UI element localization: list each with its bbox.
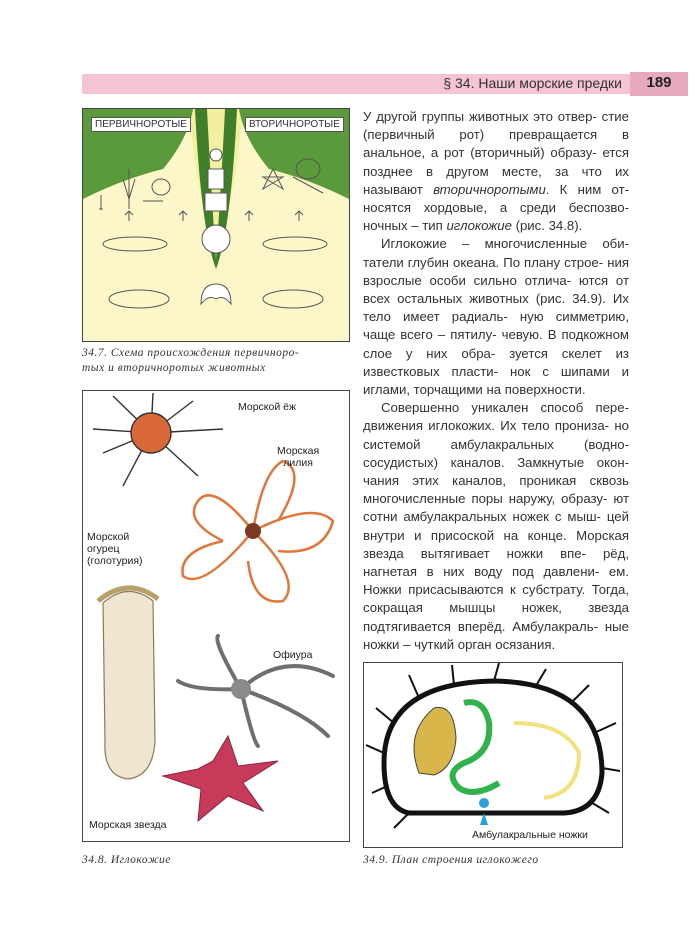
term-echinoderms: иглокожие [446,218,512,234]
p3-line: сосудистых) каналов. Замкнутые окон- [363,454,629,470]
p2-line: зуется скелет из известковых пласти- [363,345,629,379]
caption-34-9: 34.9. План строения иглокожего [363,854,539,866]
page-number: 189 [646,74,672,91]
figure-34-9 [363,662,623,848]
p3-line: Тогда, сокращая мышцы ножек, звезда [363,582,629,616]
p1-line: носятся хордовые, а среди беспозво- [363,200,629,216]
p1-line: ется позднее в другом месте, за что их [363,145,629,179]
p3-line: ем. Ножки присасываются к субстрату. [363,564,629,598]
p3-line: ют сотни амбулакральных ножек с мыш- [363,491,629,525]
caption-34-8: 34.8. Иглокожие [82,854,171,866]
p3-line: Морская звезда вытягивает ножки впе- [363,527,629,561]
term-deuterostomes: вторичноротыми [433,181,546,197]
p2-line: нок с шипами и иглами, торчащими на [363,363,629,398]
label-sea-cucumber-line1: Морской [87,531,130,543]
p1-line: стие (первичный рот) превращается в [363,109,629,143]
p2-line: ния взрослые особи сильно отлича- [363,254,629,288]
caption-34-7 [82,346,352,376]
p1-text: (рис. 34.8). [511,218,583,234]
p1-text: . К ним от- [545,181,630,197]
paragraph-2 [363,235,629,399]
body-text [363,108,629,654]
p1-text: ночных – тип [363,218,447,234]
p3-line: чания этих каналов, проникая сквозь [363,473,629,489]
p1-line: анальное, а рот (вторичный) образу- [363,145,597,161]
p2-line: татели глубин океана. По плану строе- [363,254,604,270]
label-sea-cucumber-line2: огурец [87,543,120,555]
label-ophiura: Офиура [273,649,313,661]
label-ambulacral-feet: Амбулакральные ножки [472,829,588,841]
section-title: § 34. Наши морские предки [443,75,622,91]
label-sea-urchin: Морской ёж [238,401,296,413]
sea-cucumber-drawing [98,588,158,779]
p2-line: поверхности. [504,382,586,398]
starfish-drawing [163,736,278,821]
label-sea-cucumber [87,531,143,567]
p2-line: (рис. 34.9). Их тело имеет радиаль- [363,291,629,325]
paragraph-3 [363,399,629,654]
p2-line: ются от всех остальных животных [363,272,630,307]
p3-line: Совершенно уникален способ пере- [381,400,629,416]
p3-line: движения иглокожих. Их тело пронизa- [363,418,610,434]
label-deuterostomes: ВТОРИЧНОРОТЫЕ [245,117,344,132]
label-sea-cucumber-line3: (голотурия) [87,555,143,567]
p3-line: рёд, нагнетая в них воду под давлени- [363,545,629,580]
caption-34-7-line2: тых и вторичноротых животных [82,362,266,374]
p1-line: У другой группы животных это отвер- [363,109,597,124]
p3-line: цей внутри и присоской на конце. [363,509,630,543]
p3-line: многочисленные поры наружу, образу- [363,491,608,507]
label-protostomes: ПЕРВИЧНОРОТЫЕ [91,117,191,132]
p3-line: но системой амбулакральных (водно- [363,418,629,452]
sea-lily-drawing [183,461,334,602]
figure-34-8 [82,390,350,842]
p2-line: Иглокожие – многочисленные оби- [381,236,629,252]
p2-line: ную симметрию, чаще всего – пятилу- [363,309,629,343]
label-starfish: Морская звезда [89,819,167,831]
label-sea-lily [277,445,319,469]
echinoderm-body-plan-diagram [364,663,622,847]
paragraph-1 [363,108,629,235]
p3-line: подтягивается вперёд. Амбулакраль- [363,618,598,634]
label-sea-lily-line1: Морская [277,445,320,457]
origin-scheme-diagram [83,109,349,341]
figure-34-7 [82,108,350,342]
sea-urchin-drawing [93,393,223,486]
caption-34-7-line1: 34.7. Схема происхождения первичноро- [82,347,300,359]
p1-text: называют [363,181,434,197]
label-sea-lily-line2: лилия [283,457,313,469]
p2-line: чевую. В подкожном слое у них обра- [363,327,629,361]
p3-line: ные ножки – чуткий орган осязания. [363,618,629,652]
